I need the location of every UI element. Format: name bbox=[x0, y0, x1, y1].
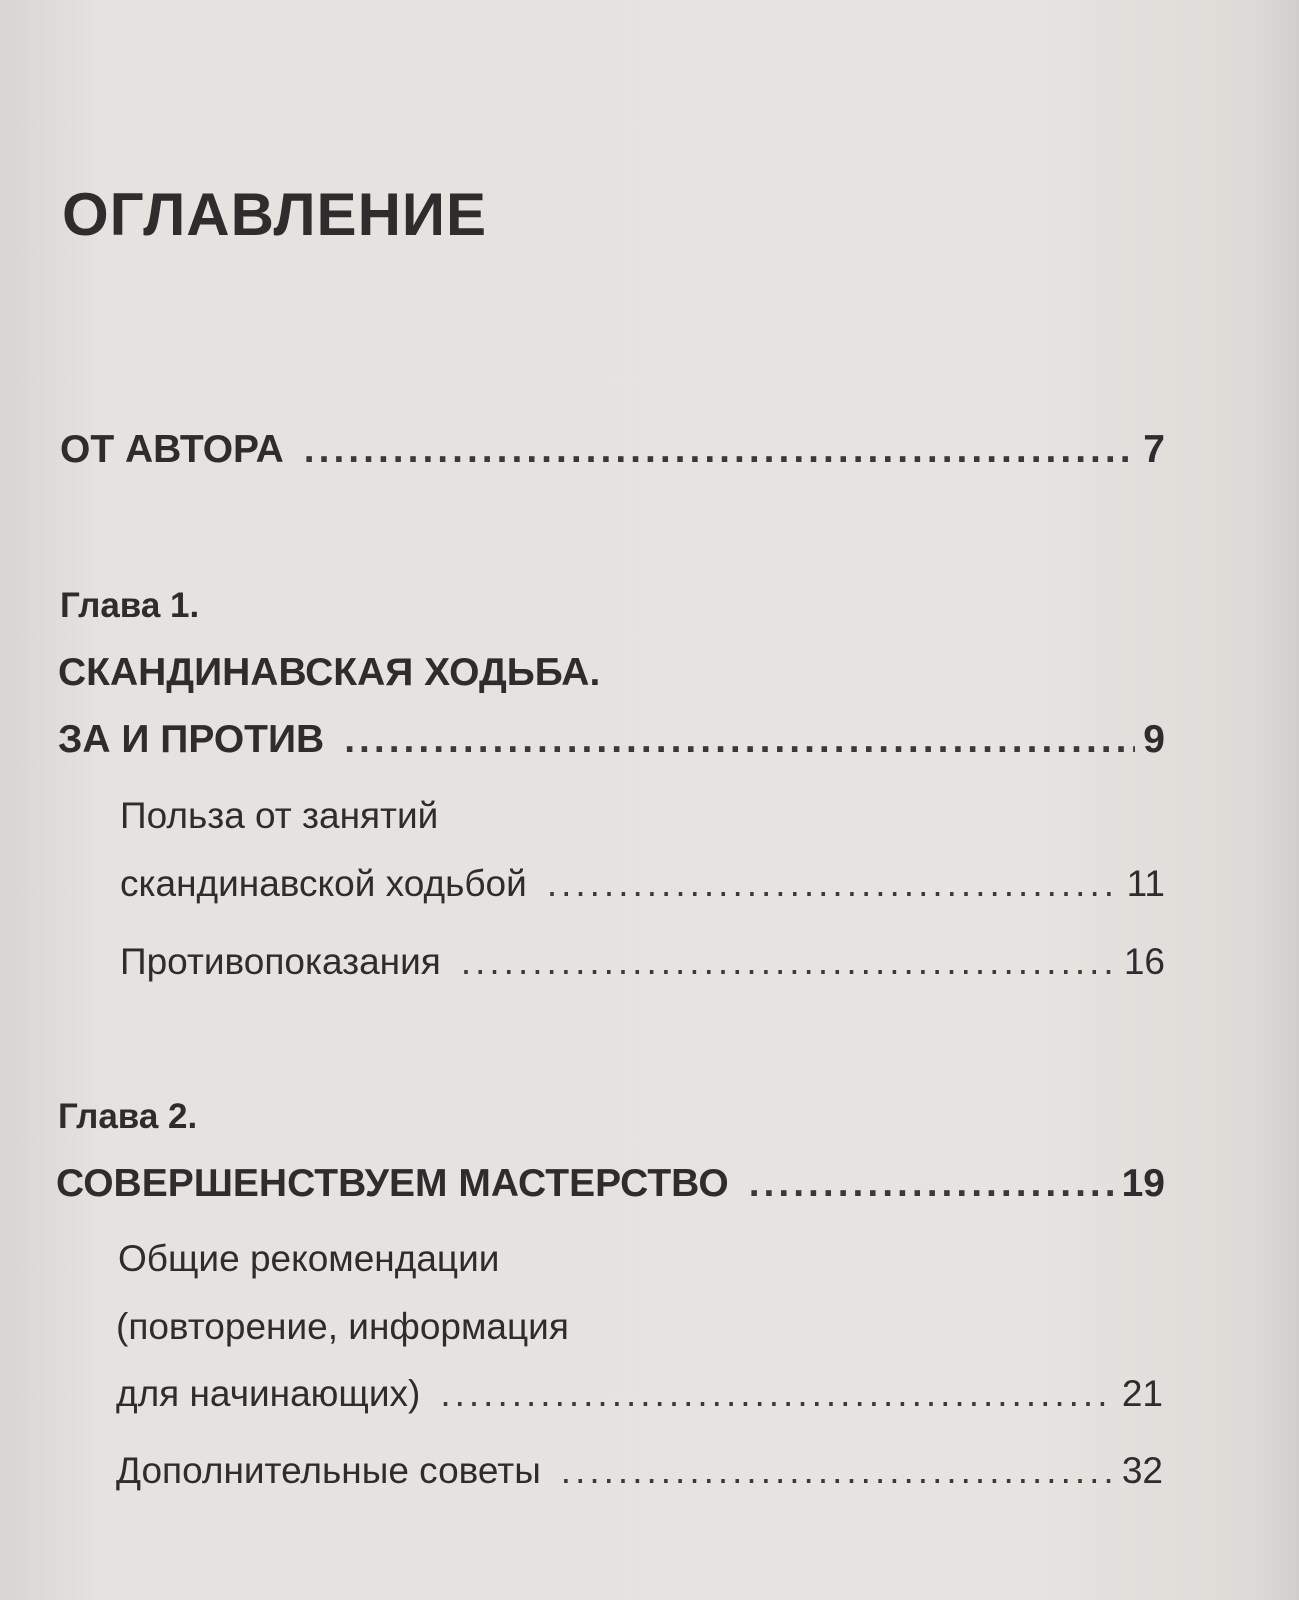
dot-leader bbox=[749, 1162, 1114, 1206]
page-number: 11 bbox=[1126, 863, 1165, 904]
chapter-title-line: СОВЕРШЕНСТВУЕМ МАСТЕРСТВО bbox=[56, 1162, 729, 1205]
dot-leader bbox=[561, 1450, 1114, 1492]
subentry-line: Польза от занятий bbox=[120, 795, 439, 836]
dot-leader bbox=[461, 941, 1116, 983]
subentry-line: (повторение, информация bbox=[116, 1306, 569, 1347]
entry-title: ОТ АВТОРА bbox=[60, 428, 284, 471]
subentry-line: скандинавской ходьбой bbox=[120, 863, 527, 904]
dot-leader bbox=[344, 718, 1135, 762]
toc-subentry-benefits[interactable] bbox=[120, 863, 1165, 905]
page-number: 21 bbox=[1121, 1373, 1163, 1414]
page-number: 9 bbox=[1143, 718, 1165, 761]
chapter-title-line: СКАНДИНАВСКАЯ ХОДЬБА. bbox=[58, 651, 601, 694]
chapter-title-line: ЗА И ПРОТИВ bbox=[58, 718, 325, 761]
subentry-line: для начинающих) bbox=[116, 1373, 421, 1414]
chapter-label: Глава 2. bbox=[58, 1097, 198, 1136]
toc-entry-author[interactable] bbox=[60, 428, 1165, 472]
dot-leader bbox=[440, 1373, 1114, 1415]
page-number: 7 bbox=[1143, 428, 1165, 471]
chapter-label: Глава 1. bbox=[60, 586, 200, 625]
subentry-line: Общие рекомендации bbox=[118, 1238, 500, 1279]
toc-subentry-extra-tips[interactable] bbox=[116, 1450, 1163, 1492]
page-number: 32 bbox=[1121, 1450, 1163, 1491]
toc-subentry-general-recommendations[interactable] bbox=[116, 1373, 1163, 1415]
dot-leader bbox=[547, 863, 1119, 905]
toc-title: ОГЛАВЛЕНИЕ bbox=[62, 181, 488, 248]
toc-subentry-contraindications[interactable] bbox=[120, 941, 1165, 983]
dot-leader bbox=[304, 428, 1136, 472]
subentry-line: Противопоказания bbox=[120, 941, 441, 982]
page-number: 16 bbox=[1123, 941, 1165, 982]
toc-entry-chapter-1[interactable] bbox=[58, 718, 1165, 762]
page-fold-shadow bbox=[1253, 0, 1299, 1600]
subentry-line: Дополнительные советы bbox=[116, 1450, 541, 1491]
toc-entry-chapter-2[interactable] bbox=[56, 1162, 1165, 1206]
page-number: 19 bbox=[1121, 1162, 1165, 1205]
